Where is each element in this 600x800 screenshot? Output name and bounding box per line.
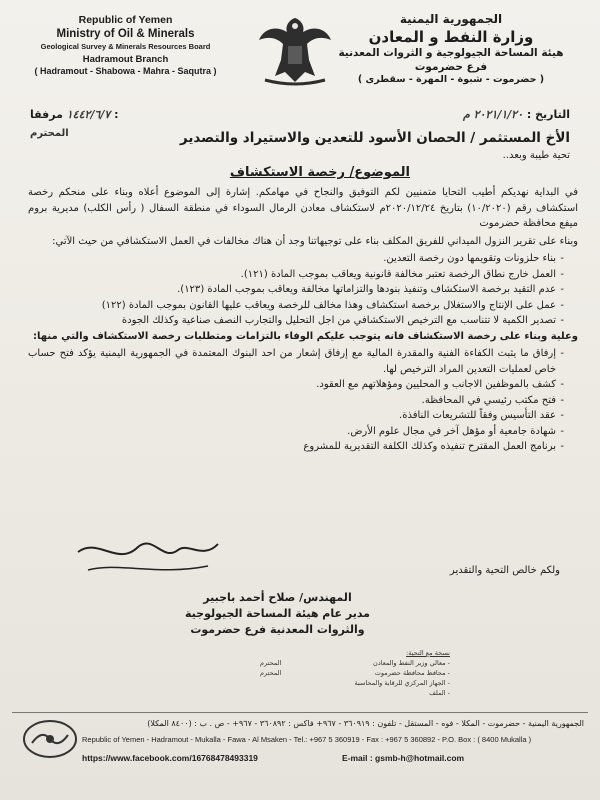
date-line [463,108,570,121]
list-item: - عدم التقيد برخصة الاستكشاف وتنفيذ بنودها والتزاماتها مخالفة ويعاقب بموجب المادة (١٢٣). [28,282,564,298]
letter-body [28,185,578,455]
closing-line: ولكم خالص التحية والتقدير [449,565,560,576]
reference-line [30,108,118,121]
list-item: - عقد التأسيس وفقاً للتشريعات النافذة. [28,408,564,424]
list-item: - بناء حلزونات وتقويمها دون رخصة التعدين. [28,251,564,267]
list-item: - برنامج العمل المقترح تنفيذه وكذلك الكلفة التقديرية للمشروع [28,439,564,455]
list-item [260,688,450,698]
signatory-name: المهندس/ صلاح أحمد باجبير [203,591,352,604]
list-item: - إرفاق ما يثبت الكفاءة الفنية والمقدرة المالية مع إرفاق إشعار من احد البنوك المعتمدة في الجمهورية اليمنية يؤكد فتح حساب خاص لعمليات التعدين المراد الترخيص لها. [28,346,564,377]
footer-address-english: Republic of Yemen - Hadramout - Mukalla - Fawa - Al Msaken - Tel.: +967 5 360919 - Fax : +967 5 360892 - P.O. Box : ( 8400 Mukalla ) [82,735,532,744]
copies-title: نسخة مع التحية: [406,649,450,657]
signature-block [185,590,370,638]
footer-website: https://www.facebook.com/16768478493319 [82,753,258,763]
reference-label: مرفقا : [30,108,119,121]
copy-recipient: - محافظ محافظة حضرموت [374,669,450,678]
header-ar-country: الجمهورية اليمنية [399,12,503,26]
list-item [260,668,450,678]
footer-email: E-mail : gsmb-h@hotmail.com [342,753,465,763]
copy-recipient: - معالي وزير النفط والمعادن [373,659,450,668]
header-en-branch: Hadramout Branch [82,53,169,65]
letterhead-footer [12,712,588,765]
footer-address-arabic: الجمهورية اليمنية - حضرموت - المكلا - فوه - المستقل - تلفون : ٣٦٠٩١٩ - ٩٦٧+ فاكس : ٣٦٠٨٩٢ - ٩٦٧+ - ص . ب : (٨٤٠٠ المكلا) [147,719,584,728]
recipient-line: الأخ المستثمر / الحصان الأسود للتعدين والاستيراد والتصدير [179,130,570,146]
header-arabic [316,12,586,87]
header-en-country: Republic of Yemen [78,14,173,26]
copies-block [260,648,450,698]
signatory-title: مدير عام هيئة المساحة الجيولوجية [185,606,370,620]
list-item: - تصدير الكمية لا تتناسب مع الترخيص الاستكشافي من اجل التحليل والتجارب النصف صناعية وكذلك الجودة [28,313,564,329]
list-item [260,658,450,668]
header-ar-ministry: وزارة النفط و المعادن [368,27,534,46]
copy-recipient: - الملف [429,689,450,698]
header-english [18,14,233,77]
header-en-ministry: Ministry of Oil & Minerals [56,28,195,41]
signatory-branch: والثروات المعدنية فرع حضرموت [190,622,365,636]
greeting-line: تحية طيبة وبعد.. [502,150,570,161]
list-item [260,678,450,688]
respect-label: المحترم [30,128,69,139]
copy-honor: المحترم [260,669,282,678]
list-item: - شهادة جامعية أو مؤهل آخر في مجال علوم الأرض. [28,424,564,440]
date-value: ٢٠٢١/١/٢٠ م [462,108,524,121]
header-ar-branch: فرع حضرموت [414,60,488,73]
requirements-list [28,346,578,455]
header-ar-regions: ( حضرموت - شبوة - المهرة - سقطرى ) [357,74,545,86]
header-ar-board: هيئة المساحة الجيولوجية و الثروات المعدنية [338,47,564,60]
reference-value: ١٤٤٢/٦/٧ [66,108,111,121]
header-en-board: Geological Survey & Minerals Resources Board [40,41,211,51]
body-paragraph-obligations: وعلية وبناء على رخصة الاستكشاف فانه يتوجب عليكم الوفاء بالتزامات ومتطلبات رخصة الاستكشاف والتي منها: [33,330,578,342]
violations-list [28,251,578,329]
copy-honor: المحترم [260,659,282,668]
list-item: - عمل على الإنتاج والاستغلال برخصة استكشاف وهذا مخالف للرخصة ويعاقب عليها القانون بموجب المادة (١٢٢) [28,298,564,314]
list-item: - فتح مكتب رئيسي في المحافظة. [28,393,564,409]
subject-line: الموضوع/ رخصة الاستكشاف [229,165,410,180]
copy-recipient: - الجهاز المركزي للرقابة والمحاسبة [354,679,450,688]
body-paragraph-report: وبناء على تقرير النزول الميداني للفريق المكلف بناء على توجيهاتنا وجد أن هناك مخالفات في العمل الاستكشافي من حيث الآتي: [52,235,578,247]
list-item: - العمل خارج نطاق الرخصة تعتبر مخالفة قانونية ويعاقب بموجب المادة (١٢١). [28,267,564,283]
date-label: التاريخ : [526,108,570,121]
body-paragraph-intro: في البداية نهديكم أطيب التحايا متمنيين لكم التوفيق والنجاح في مهامكم. إشارة إلى الموضوع أعلاه وبناء على منحكم رخصة استكشاف رقم (١٠/٢٠٢٠) بتاريخ ٢٠٢٠/١٢/٢٤م لاستكشاف معادن الرمال السوداء في منطقة السفال ( رأس الكلب) مديرية بروم ميفع محافظة حضرموت [28,187,578,229]
header-en-regions: ( Hadramout - Shabowa - Mahra - Saqutra ) [34,65,217,76]
survey-logo-icon [20,717,80,761]
list-item: - كشف بالموظفين الاجانب و المحليين ومؤهلاتهم مع العقود. [28,377,564,393]
handwritten-signature-icon [68,532,228,582]
